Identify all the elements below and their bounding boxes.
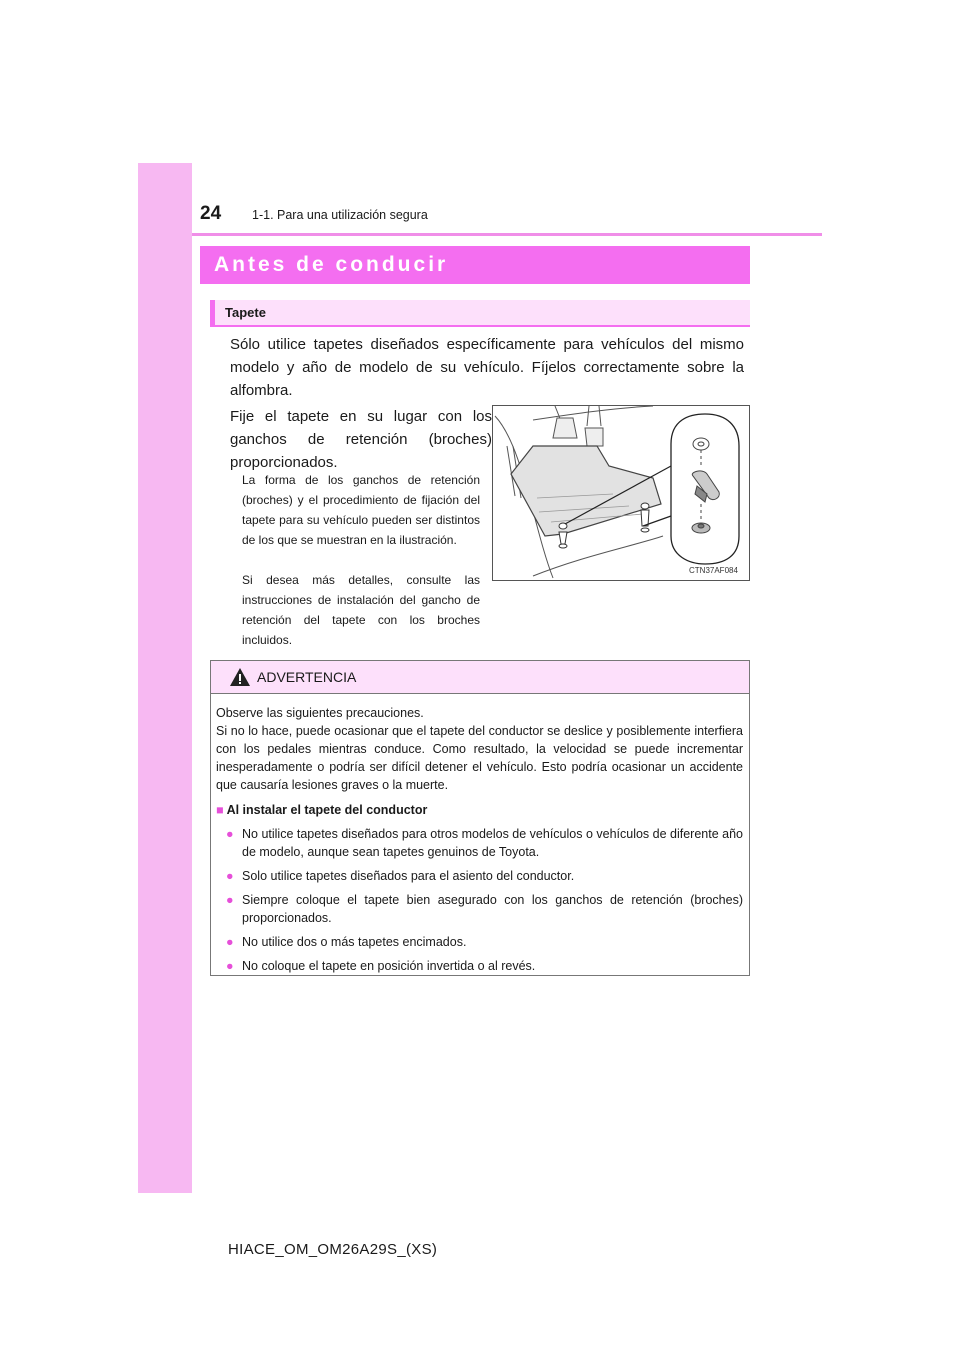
warning-intro-line: Observe las siguientes precauciones. — [216, 706, 424, 720]
illustration-code: CTN37AF084 — [689, 566, 738, 575]
square-bullet-icon: ■ — [216, 803, 224, 817]
warning-bullet: ● No coloque el tapete en posición invertida o al revés. — [226, 959, 536, 973]
warning-body — [211, 694, 749, 975]
bullet-dot-icon: ● — [226, 935, 234, 949]
warning-bullet: ● No utilice tapetes diseñados para otros modelos de vehículos o vehículos de diferente año de modelo, aunque sean tapetes genuinos de Toyota. — [226, 827, 744, 859]
warning-subheading: ■ Al instalar el tapete del conductor — [216, 803, 428, 817]
note-instructions: Si desea más detalles, consulte las instrucciones de instalación del gancho de retención del tapete con los broches incluidos. — [242, 573, 480, 647]
header-rule — [192, 233, 822, 236]
bullet-dot-icon: ● — [226, 827, 234, 841]
intro-paragraph: Sólo utilice tapetes diseñados específicamente para vehículos del mismo modelo y año de modelo de su vehículo. Fíjelos correctamente sobre la alfombra. — [230, 336, 744, 399]
warning-bullet: ● Siempre coloque el tapete bien asegurado con los ganchos de retención (broches) proporcionados. — [226, 893, 743, 925]
warning-header — [211, 661, 749, 694]
warning-title: ADVERTENCIA — [257, 669, 357, 685]
warning-bullet: ● Solo utilice tapetes diseñados para el asiento del conductor. — [226, 869, 575, 883]
page-number: 24 — [200, 203, 222, 224]
bullet-dot-icon: ● — [226, 959, 234, 973]
bullet-dot-icon: ● — [226, 893, 234, 907]
warning-box — [210, 660, 750, 976]
floor-mat-illustration — [492, 405, 750, 581]
section-title: Antes de conducir — [200, 246, 750, 284]
floor-mat-drawing — [493, 406, 749, 580]
document-code-footer: HIACE_OM_OM26A29S_(XS) — [228, 1241, 438, 1258]
note-shape: La forma de los ganchos de retención (broches) y el procedimiento de fijación del tapete para su vehículo pueden ser distintos de los que se muestran en la ilustración. — [242, 473, 480, 547]
warning-triangle-icon — [229, 667, 251, 687]
warning-intro-text: Si no lo hace, puede ocasionar que el tapete del conductor se deslice y posiblemente interfiera con los pedales mientras conduce. Como resultado, la velocidad se puede incrementar inesperadamente o podría ser difícil detener el vehículo. Esto podría ocasionar un accidente que causaría lesiones graves o la muerte. — [216, 724, 743, 792]
subsection-title: Tapete — [210, 300, 750, 327]
side-tab-band — [138, 163, 192, 1193]
bullet-dot-icon: ● — [226, 869, 234, 883]
chapter-title: 1-1. Para una utilización segura — [252, 208, 428, 222]
warning-bullet: ● No utilice dos o más tapetes encimados. — [226, 935, 467, 949]
fix-paragraph: Fije el tapete en su lugar con los ganchos de retención (broches) proporcionados. — [230, 408, 492, 471]
